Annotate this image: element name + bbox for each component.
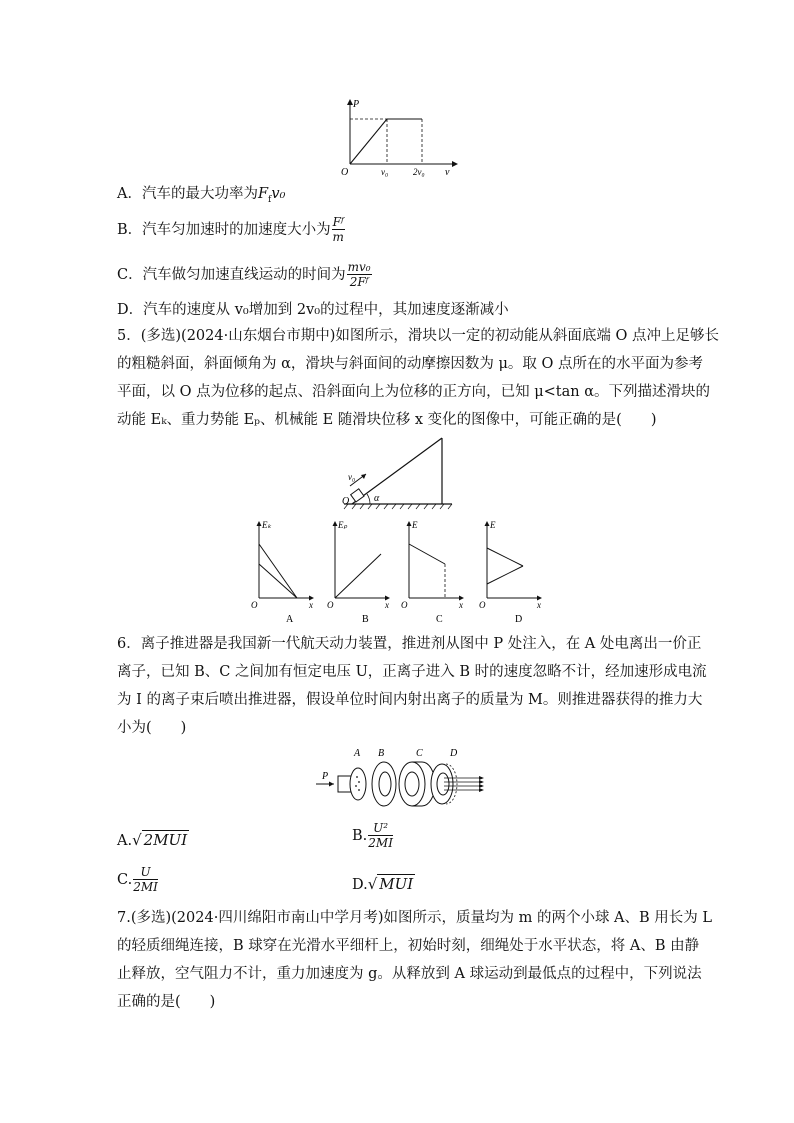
q4-option-b: B．汽车匀加速时的加速度大小为 $\frac{\text{Fᶠ}}{m}$ (117, 215, 344, 244)
power-velocity-graph (335, 96, 465, 180)
q6-option-c: C. $\frac{U}{2MI}$ (117, 865, 158, 894)
q7-line-3: 止释放，空气阻力不计，重力加速度为 g。从释放到 A 球运动到最低点的过程中，下列说法 (117, 966, 702, 982)
q4-option-c: C．汽车做匀加速直线运动的时间为 $\frac{\text{mv₀}}{\text{2Fᶠ}}$ (117, 260, 371, 289)
svg-text:O: O (479, 600, 486, 610)
graph-tick-v0: v₀ (381, 167, 389, 177)
q6-option-b: B. $\frac{\text{U²}}{2MI}$ (352, 821, 393, 850)
q4-option-a: A．汽车的最大功率为$F_fv_0$ (117, 186, 286, 205)
q6-line-4: 小为( ) (117, 720, 187, 736)
svg-text:x: x (459, 600, 463, 610)
incline-figure (340, 436, 460, 514)
svg-text:Eₖ: Eₖ (262, 520, 272, 530)
svg-text:A: A (354, 748, 361, 759)
q7-line-1: 7.(多选)(2024·四川绵阳市南山中学月考)如图所示，质量均为 m 的两个小球 A、B 用长为 L (117, 910, 713, 926)
q6-option-d: D.√ MUI (352, 875, 414, 893)
incline-angle: α (374, 493, 380, 504)
ion-thruster-figure (312, 744, 492, 810)
graph-origin: O (341, 167, 349, 178)
q5-line-4: 动能 Eₖ、重力势能 Eₚ、机械能 E 随滑块位移 x 变化的图像中，可能正确的是( ) (117, 412, 657, 428)
svg-text:A: A (286, 614, 294, 624)
svg-text:x: x (385, 600, 389, 610)
svg-text:O: O (401, 600, 408, 610)
svg-text:D: D (515, 614, 523, 624)
graph-a (251, 520, 313, 624)
q6-line-2: 离子，已知 B、C 之间加有恒定电压 U，正离子进入 B 时的速度忽略不计，经加速形成电流 (117, 664, 707, 680)
graph-x-label: v (445, 167, 450, 178)
svg-text:P: P (322, 771, 329, 782)
graph-tick-2v0: 2v₀ (413, 167, 425, 177)
graph-c (401, 520, 463, 624)
q6-line-3: 为 I 的离子束后喷出推进器，假设单位时间内射出离子的质量为 M。则推进器获得的推力大 (117, 692, 703, 708)
svg-text:E: E (412, 520, 418, 530)
svg-text:B: B (378, 748, 385, 759)
svg-text:O: O (327, 600, 334, 610)
svg-text:C: C (436, 614, 443, 624)
q6-option-a: A.√ 2MUI (117, 831, 188, 849)
svg-text:C: C (416, 748, 423, 759)
q5-line-2: 的粗糙斜面，斜面倾角为 α，滑块与斜面间的动摩擦因数为 μ。取 O 点所在的水平面为参考 (117, 356, 704, 372)
q5-line-1: 5．(多选)(2024·山东烟台市期中)如图所示，滑块以一定的初动能从斜面底端 O 点冲上足够长 (117, 328, 719, 344)
svg-text:x: x (309, 600, 313, 610)
svg-text:D: D (450, 748, 458, 759)
q7-line-4: 正确的是( ) (117, 994, 216, 1010)
incline-origin: O (342, 496, 350, 507)
q6-line-1: 6．离子推进器是我国新一代航天动力装置，推进剂从图中 P 处注入，在 A 处电离出一价正 (117, 636, 702, 652)
svg-text:Eₚ: Eₚ (338, 520, 348, 530)
incline-v0-label: v₀ (348, 472, 356, 482)
svg-text:B: B (362, 614, 369, 624)
svg-text:O: O (251, 600, 258, 610)
q7-line-2: 的轻质细绳连接，B 球穿在光滑水平细杆上，初始时刻，细绳处于水平状态，将 A、B 由静 (117, 938, 700, 954)
q5-line-3: 平面，以 O 点为位移的起点、沿斜面向上为位移的正方向，已知 μ<tan α。下列描述滑块的 (117, 384, 710, 400)
svg-text:x: x (537, 600, 541, 610)
graph-d (479, 520, 541, 624)
graph-y-label: P (353, 99, 360, 110)
q4-option-d: D．汽车的速度从 v₀增加到 2v₀的过程中，其加速度逐渐减小 (117, 302, 509, 318)
graph-b (327, 520, 389, 624)
energy-graphs (245, 518, 555, 624)
svg-text:E: E (490, 520, 496, 530)
